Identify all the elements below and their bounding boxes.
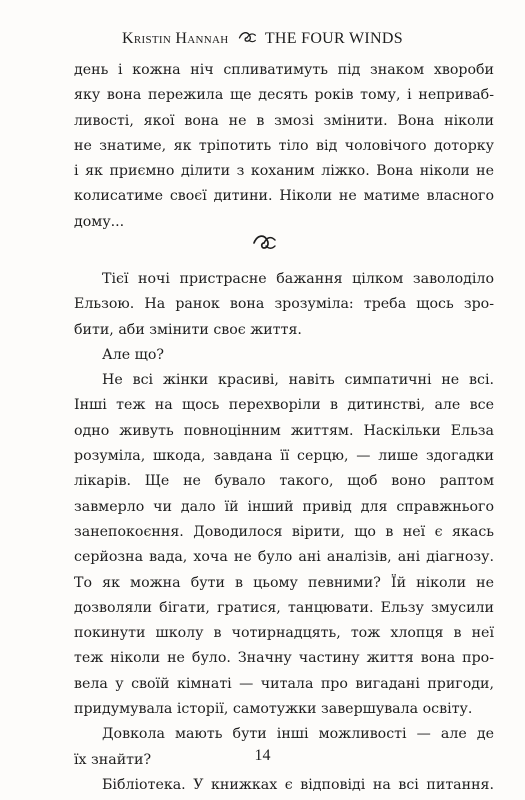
text-line: і як приємно ділити з коханим ліжко. Вона ніколи не	[74, 163, 494, 180]
text-line: завмерло чи дало їй інший привід для справжнього	[74, 498, 494, 515]
text-line: придумувала історії, самотужки завершувала освіту.	[74, 701, 473, 718]
text-line: яку вона пережила ще десять років тому, і неприваб-	[74, 87, 494, 104]
text-line: вела у своїй кімнаті — читала про вигадані пригоди,	[74, 675, 494, 692]
text-line: Не всі жінки красиві, навіть симпатичні не всі.	[102, 372, 494, 389]
text-line: Ельзою. На ранок вона зрозуміла: треба щось зро-	[74, 296, 494, 313]
text-line: серйозна вада, хоча не було ані аналізів, ані діагнозу.	[74, 549, 494, 566]
text-line: То як можна бути в цьому певними? Їй ніколи не	[74, 574, 494, 591]
page-number: 14	[254, 747, 271, 764]
text-line: Бібліотека. У книжках є відповіді на всі питання.	[102, 776, 494, 793]
text-line: покинути школу в чотирнадцять, тож хлопця в неї	[74, 625, 494, 642]
text-line: теж ніколи не було. Значну частину життя вона про-	[74, 650, 494, 667]
text-line: Інші теж на щось перехворіли в дитинстві, але все	[74, 397, 494, 414]
text-line: колисатиме своєї дитини. Ніколи не матиме власного	[74, 188, 494, 205]
text-line: дозволяли бігати, гратися, танцювати. Ельзу змусили	[74, 599, 494, 616]
text-block-continuation	[74, 58, 494, 235]
text-line: ливості, якої вона не в змозі змінити. Вона ніколи	[74, 112, 494, 129]
ornament-icon	[237, 30, 257, 44]
text-line: бити, аби змінити своє життя.	[74, 321, 302, 338]
text-line: не знатиме, як тріпотить тіло від чоловічого доторку	[74, 137, 494, 154]
text-line: їх знайти?	[74, 751, 152, 768]
text-line: занепокоєння. Доводилося вірити, що в неї є якась	[74, 523, 494, 540]
text-line: одно живуть повноцінним життям. Наскільки Ельза	[74, 422, 494, 439]
running-head-title: THE FOUR WINDS	[264, 30, 403, 47]
running-head	[0, 30, 525, 48]
text-block-section	[74, 267, 494, 798]
text-line: Довкола мають бути інші можливості — але де	[102, 726, 494, 743]
text-line: Але що?	[102, 346, 165, 363]
running-head-author: Kristin Hannah	[122, 30, 229, 47]
section-break-ornament-icon	[252, 233, 276, 251]
text-line: день і кожна ніч спливатимуть під знаком хвороби	[74, 62, 494, 78]
text-line: дому...	[74, 213, 125, 230]
text-line: розуміла, шкода, завдана її серцю, — лише здогадки	[74, 448, 494, 465]
text-line: Тієї ночі пристрасне бажання цілком заволоділо	[102, 271, 494, 287]
text-line: лікарів. Ще не бувало такого, щоб воно раптом	[74, 473, 494, 490]
